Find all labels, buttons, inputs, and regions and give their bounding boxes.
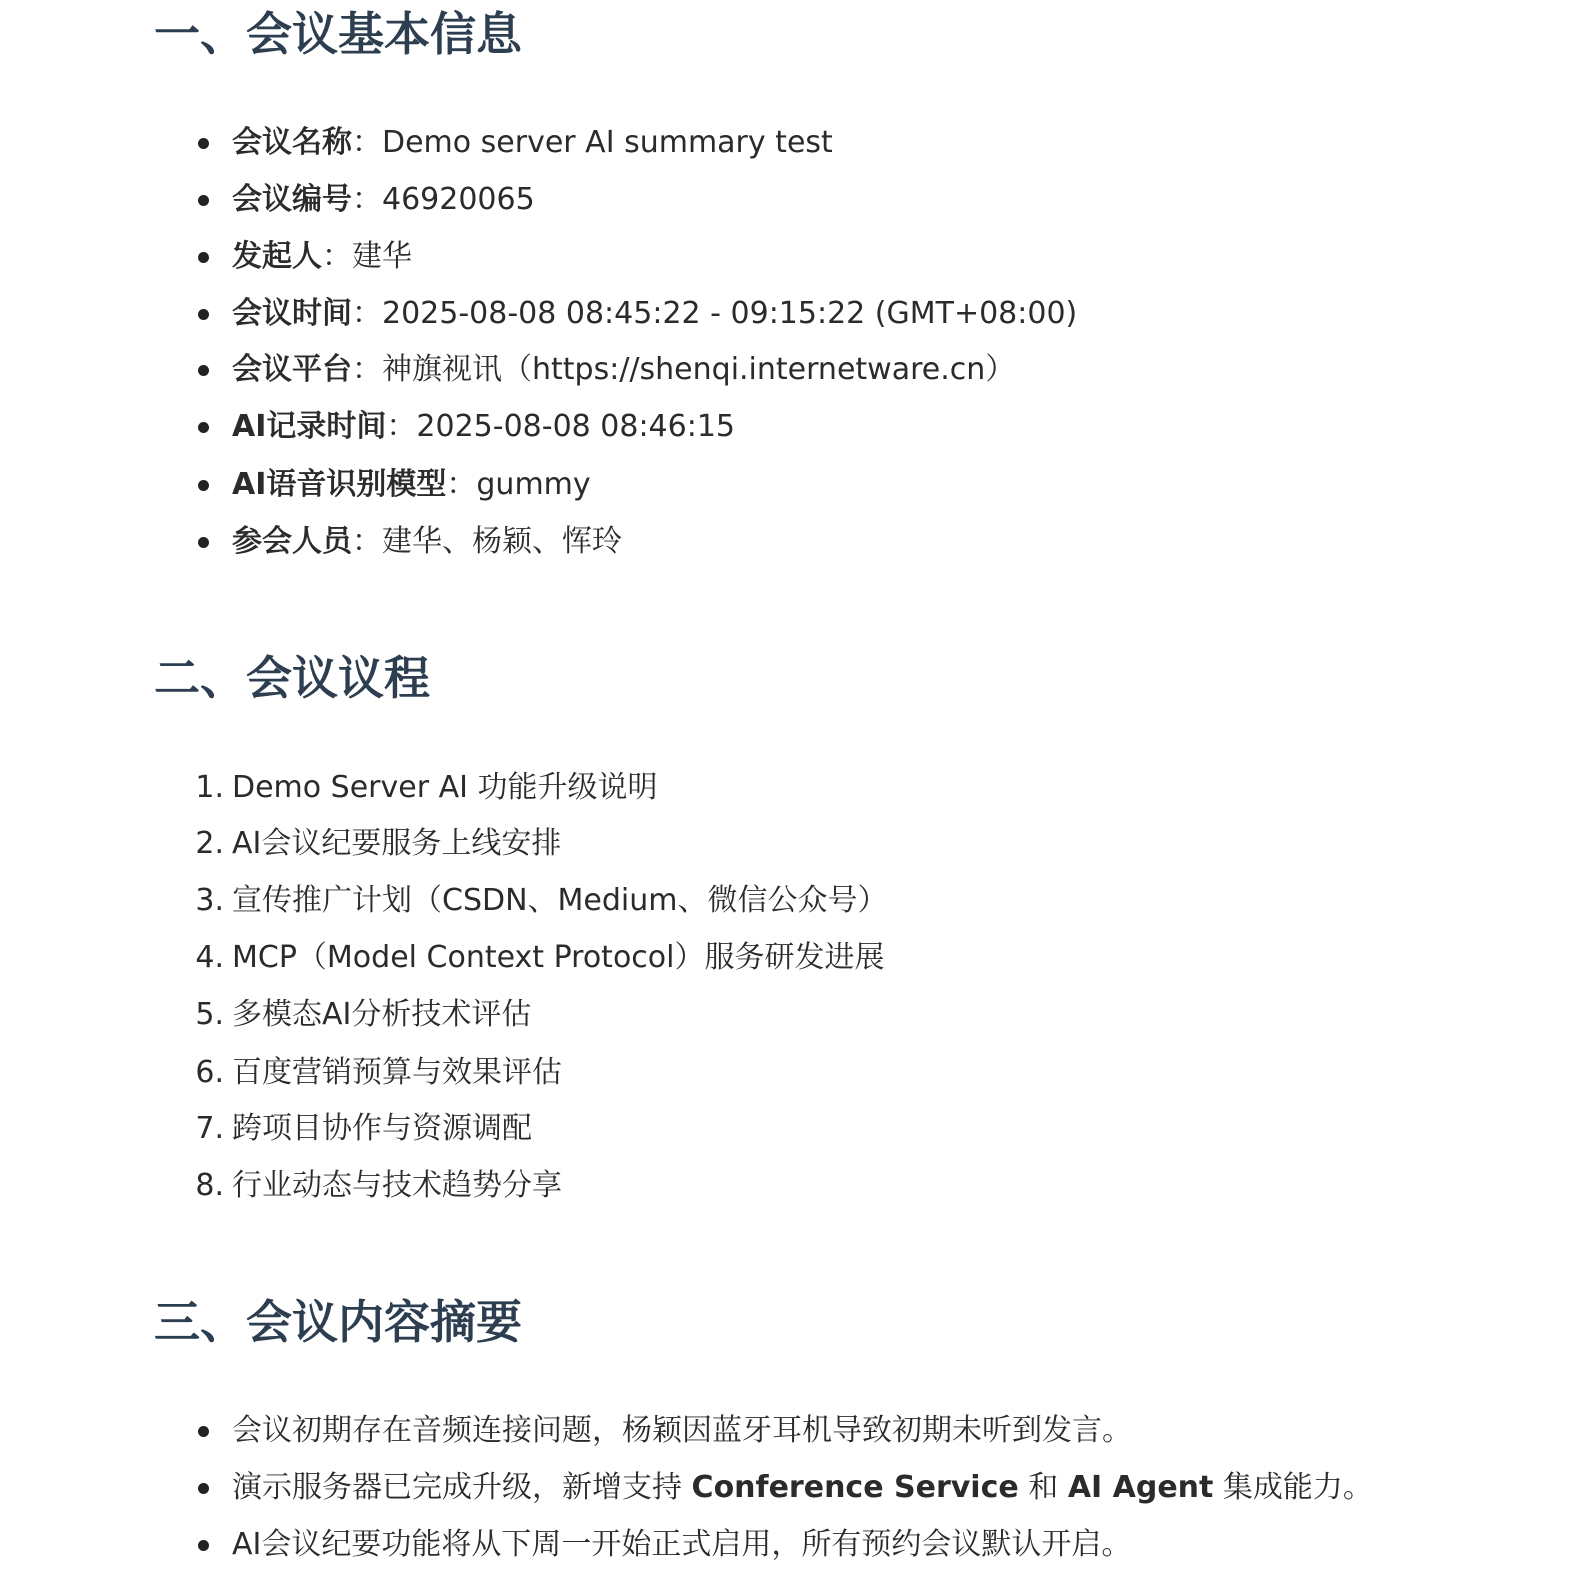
field-value: 46920065 bbox=[382, 182, 535, 217]
agenda-number: 1. bbox=[195, 770, 224, 805]
meeting-summary-document: 一、会议基本信息 会议名称：Demo server AI summary test 会议编号：46920065 发起人：建华 会议时间：2025-08-08 08:45:22 - 09:15:22 (GMT+08:00) 会议平台：神旗视讯（https://shenqi.internetware.cn） AI记录时间：2025-08-08 08:46:15 AI语音识别模型：gummy 参会人员：建华、杨颖、恽玲 二、会议议程 1. Demo Server AI 功能升级说明 2. AI会议纪要服务上线安排 3. 宣传推广计划（CSDN、Medium、微信公众号） 4. MCP（Model Context Protocol）服务研发进展 5. 多模态AI分析技术评估 6. 百度营销预算与效果评估 7. 跨项目协作与资源调配 8. 行业动态与技术趋势分享 三、会议内容摘要 会议初期存在音频连接问题，杨颖因蓝牙耳机导致初期未听到发言。 演示服务器已完成升级，新增支持 Conference Service 和 AI Agent 集成能力。 AI会议纪要功能将从下周一开始正式启用，所有预约会议默认开启。 bbox=[0, 0, 1582, 1584]
agenda-number: 8. bbox=[195, 1168, 224, 1203]
field-value: 2025-08-08 08:46:15 bbox=[416, 409, 736, 444]
agenda-text: Demo Server AI 功能升级说明 bbox=[232, 770, 658, 805]
field-value: Demo server AI summary test bbox=[382, 125, 833, 160]
field-label: 会议平台 bbox=[232, 352, 352, 387]
bullet-icon bbox=[198, 537, 209, 548]
agenda-text: 跨项目协作与资源调配 bbox=[232, 1111, 532, 1146]
bullet-icon bbox=[198, 138, 209, 149]
bullet-icon bbox=[198, 422, 209, 433]
agenda-number: 2. bbox=[195, 826, 224, 861]
field-label: AI语音识别模型 bbox=[232, 467, 447, 502]
field-value: 神旗视讯（https://shenqi.internetware.cn） bbox=[382, 352, 1016, 387]
field-label: 会议时间 bbox=[232, 296, 352, 331]
field-value: 2025-08-08 08:45:22 - 09:15:22 (GMT+08:00) bbox=[382, 296, 1078, 331]
bullet-icon bbox=[198, 1483, 209, 1494]
bullet-icon bbox=[198, 309, 209, 320]
bullet-icon bbox=[198, 1426, 209, 1437]
emphasis-ai-agent: AI Agent bbox=[1067, 1470, 1214, 1505]
bullet-icon bbox=[198, 480, 209, 491]
summary-text: 演示服务器已完成升级，新增支持 Conference Service 和 AI Agent 集成能力。 bbox=[232, 1470, 1373, 1505]
agenda-text: MCP（Model Context Protocol）服务研发进展 bbox=[232, 940, 885, 975]
bullet-icon bbox=[198, 252, 209, 263]
agenda-text: 百度营销预算与效果评估 bbox=[232, 1055, 562, 1090]
section-title-basic-info: 一、会议基本信息 bbox=[154, 7, 522, 61]
agenda-text: 行业动态与技术趋势分享 bbox=[232, 1168, 562, 1203]
agenda-number: 3. bbox=[195, 883, 224, 918]
field-value: 建华 bbox=[352, 239, 412, 274]
field-value: 建华、杨颖、恽玲 bbox=[382, 524, 622, 559]
agenda-number: 5. bbox=[195, 997, 224, 1032]
summary-text: 会议初期存在音频连接问题，杨颖因蓝牙耳机导致初期未听到发言。 bbox=[232, 1413, 1132, 1448]
summary-text: AI会议纪要功能将从下周一开始正式启用，所有预约会议默认开启。 bbox=[232, 1527, 1132, 1562]
agenda-text: 多模态AI分析技术评估 bbox=[232, 997, 532, 1032]
bullet-icon bbox=[198, 365, 209, 376]
bullet-icon bbox=[198, 1540, 209, 1551]
field-label: AI记录时间 bbox=[232, 409, 387, 444]
agenda-number: 4. bbox=[195, 940, 224, 975]
agenda-text: 宣传推广计划（CSDN、Medium、微信公众号） bbox=[232, 883, 888, 918]
emphasis-conference-service: Conference Service bbox=[691, 1470, 1019, 1505]
field-value: gummy bbox=[476, 467, 591, 502]
field-label: 发起人 bbox=[232, 239, 322, 274]
section-title-summary: 三、会议内容摘要 bbox=[154, 1295, 522, 1349]
agenda-text: AI会议纪要服务上线安排 bbox=[232, 826, 562, 861]
field-label: 会议名称 bbox=[232, 125, 352, 160]
field-label: 参会人员 bbox=[232, 524, 352, 559]
field-label: 会议编号 bbox=[232, 182, 352, 217]
section-title-agenda: 二、会议议程 bbox=[154, 651, 430, 705]
agenda-number: 7. bbox=[195, 1111, 224, 1146]
bullet-icon bbox=[198, 195, 209, 206]
agenda-number: 6. bbox=[195, 1055, 224, 1090]
